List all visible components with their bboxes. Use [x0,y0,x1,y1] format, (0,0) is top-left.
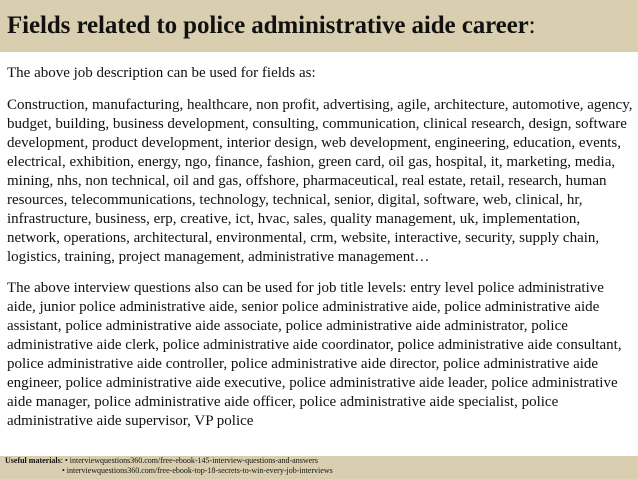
page-title-colon: : [528,12,536,39]
footer-bar [0,456,638,479]
footer-separator: : [60,456,65,465]
footer-row-second [5,466,638,476]
job-levels-paragraph: The above interview questions also can be used for job title levels: entry level police administrative aide, junior police administrative aide, senior police administrative aide, police administrative aide assistant, police administrative aide associate, police administrative aide administrator, police administrative aide clerk, police administrative aide coordinator, police administrative aide consultant, police administrative aide controller, police administrative aide director, police administrative aide engineer, police administrative aide executive, police administrative aide leader, police administrative aide manager, police administrative aide officer, police administrative aide specialist, police administrative aide supervisor, VP police [7,280,622,429]
footer-row-first [5,456,638,466]
page-title-text: Fields related to police administrative aide career [7,12,529,39]
intro-paragraph: The above job description can be used for fields as: [7,65,316,81]
page-title [7,10,638,42]
footer-link-2[interactable]: • interviewquestions360.com/free-ebook-top-18-secrets-to-win-every-job-interviews [62,466,333,475]
fields-paragraph: Construction, manufacturing, healthcare, non profit, advertising, agile, architecture, automotive, agency, budget, building, business development, consulting, communication, clinical research, design, software development, product development, interior design, web development, engineering, education, events, electrical, exhibition, energy, ngo, finance, fashion, green card, oil gas, hospital, it, marketing, media, mining, nhs, non technical, oil and gas, offshore, pharmaceutical, real estate, retail, research, human resources, telecommunications, technology, technical, senior, digital, software, web, clinical, hr, infrastructure, business, erp, creative, ict, hvac, sales, quality management, uk, implementation, network, operations, architectural, environmental, crm, website, interactive, security, supply chain, logistics, training, project management, administrative management… [7,97,633,265]
footer-label: Useful materials [5,456,61,465]
content-area [7,64,633,431]
footer-link-1[interactable]: • interviewquestions360.com/free-ebook-145-interview-questions-and-answers [65,456,318,465]
title-bar [0,0,638,52]
